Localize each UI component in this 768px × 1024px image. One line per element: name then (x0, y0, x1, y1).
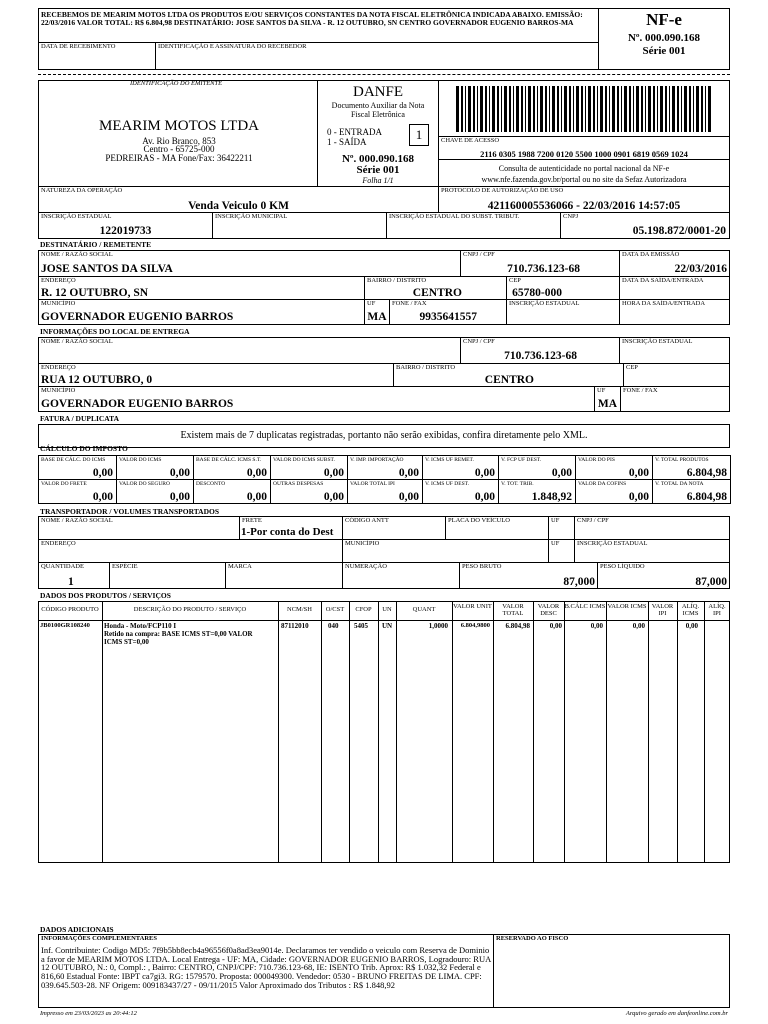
barcode-bar (545, 86, 547, 132)
barcode-bar (557, 86, 559, 132)
barcode-bar (689, 86, 691, 132)
barcode-bar (456, 86, 459, 132)
danfe-number: Nº. 000.090.168 (341, 153, 415, 165)
barcode-bar (672, 86, 675, 132)
tax-value: 0,00 (169, 491, 190, 503)
transport-brand-box: MARCA (225, 562, 343, 589)
im-box: INSCRIÇÃO MUNICIPAL (212, 212, 387, 239)
products-col-divider (396, 601, 397, 863)
emitter-name: MEARIM MOTOS LTDA (98, 118, 260, 134)
products-col-divider (278, 601, 279, 863)
barcode (456, 86, 712, 132)
transport-doc-box: CNPJ / CPF (574, 516, 730, 540)
dest-district: CENTRO (412, 287, 462, 299)
delivery-district-box: BAIRRO / DISTRITO (393, 363, 624, 387)
product-icms: 0,00 (632, 622, 645, 630)
barcode-bar (633, 86, 634, 132)
tax-section: CÁLCULO DO IMPOSTO (40, 444, 128, 453)
products-col-header: DESCRIÇÃO DO PRODUTO / SERVIÇO (133, 606, 247, 613)
tax-row2-cell (498, 479, 576, 504)
tax-row1-cell (422, 455, 499, 480)
dest-emission-box: DATA DA EMISSÃO (619, 250, 730, 277)
transport-freight: 1-Por conta do Dest (241, 526, 334, 538)
products-col-header: CFOP (355, 606, 372, 613)
barcode-bar (593, 86, 595, 132)
barcode-bar (665, 86, 667, 132)
barcode-bar (497, 86, 499, 132)
invoice-section: FATURA / DUPLICATA (40, 414, 120, 423)
barcode-bar (696, 86, 699, 132)
product-desc-1: Honda - Moto/FCP110 I (104, 622, 177, 630)
cnpj-value: 05.198.872/0001-20 (632, 225, 726, 237)
dest-city: GOVERNADOR EUGENIO BARROS (41, 311, 234, 323)
receipt-text: RECEBEMOS DE MEARIM MOTOS LTDA OS PRODUTOS E/OU SERVIÇOS CONSTANTES DA NOTA FISCAL ELETRÔNICA INDICADA ABAIXO. EMISSÃO: 22/03/2016 VALOR TOTAL: R$ 6.804,98 DESTINATÁRIO: JOSE SANTOS DA SILVA - R. 12 OUTUBRO, SN CENTRO GOVERNADOR EUGENIO BARROS-MA (41, 10, 583, 27)
barcode-bar (581, 86, 583, 132)
emitter-label: IDENTIFICAÇÃO DO EMITENTE (130, 80, 223, 87)
tax-label: OUTRAS DESPESAS (273, 481, 324, 487)
tax-row1-cell (652, 455, 731, 480)
receipt-number: Nº. 000.090.168 (627, 32, 701, 44)
products-col-header: VALOR ICMS (607, 603, 647, 610)
barcode-bar (660, 86, 663, 132)
product-bc: 0,00 (590, 622, 603, 630)
barcode-bar (516, 86, 519, 132)
tax-value: 1.848,92 (531, 491, 572, 503)
barcode-bar (573, 86, 574, 132)
emitter-addr2: Centro - 65725-000 (143, 144, 215, 154)
danfe-sub1: Documento Auxiliar da Nota (331, 101, 425, 110)
additional-info-box: INFORMAÇÕES COMPLEMENTARES (38, 934, 494, 1008)
barcode-bar (701, 86, 703, 132)
ie-box: INSCRIÇÃO ESTADUAL (38, 212, 213, 239)
receipt-nfe: NF-e (646, 10, 682, 29)
tax-row2-cell (193, 479, 271, 504)
delivery-addr-box: ENDEREÇO (38, 363, 394, 387)
tax-value: 0,00 (474, 491, 495, 503)
transport-net: 87,000 (695, 576, 727, 588)
consult-text-1: Consulta de autenticidade no portal nacional da NF-e (498, 164, 670, 173)
delivery-doc-box: CNPJ / CPF (460, 337, 620, 364)
tax-value: 0,00 (398, 467, 419, 479)
barcode-bar (525, 86, 526, 132)
transport-name-box: NOME / RAZÃO SOCIAL (38, 516, 240, 540)
dest-addr-box: ENDEREÇO (38, 276, 365, 300)
dest-district-box: BAIRRO / DISTRITO (364, 276, 507, 300)
products-col-divider (533, 601, 534, 863)
products-col-header: VALOR TOTAL (502, 603, 524, 617)
products-col-header: B.CÁLC ICMS (564, 603, 606, 610)
dest-exit-box: DATA DA SAÍDA/ENTRADA (619, 276, 730, 300)
consult-text-2: www.nfe.fazenda.gov.br/portal ou no site da Sefaz Autorizadora (481, 175, 687, 184)
tax-label: VALOR DA COFINS (578, 481, 627, 487)
tax-row2-cell (38, 479, 117, 504)
access-key-box: CHAVE DE ACESSO (438, 136, 730, 160)
products-col-header: VALOR IPI (651, 603, 674, 617)
tax-row1-cell (575, 455, 653, 480)
transport-uf-box: UF (548, 516, 575, 540)
barcode-bar (597, 86, 598, 132)
transport-section: TRANSPORTADOR / VOLUMES TRANSPORTADOS (40, 507, 220, 516)
barcode-bar (461, 86, 463, 132)
barcode-bar (473, 86, 475, 132)
tax-label: VALOR DO PIS (578, 457, 615, 463)
products-col-divider (349, 601, 350, 863)
delivery-district: CENTRO (484, 374, 534, 386)
delivery-name-box: NOME / RAZÃO SOCIAL (38, 337, 461, 364)
tax-label: VALOR TOTAL IPI (350, 481, 395, 487)
nature-box: NATUREZA DA OPERAÇÃO (38, 186, 439, 213)
product-cfop: 5405 (354, 622, 368, 630)
barcode-bar (612, 86, 615, 132)
barcode-bar (621, 86, 622, 132)
tax-label: V. ICMS UF REMET. (425, 457, 474, 463)
products-col-header: O/CST (325, 606, 345, 613)
tax-value: 0,00 (169, 467, 190, 479)
barcode-bar (636, 86, 639, 132)
dest-addr: R. 12 OUTUBRO, SN (41, 287, 149, 299)
protocol-value: 421160005536066 - 22/03/2016 14:57:05 (487, 200, 681, 212)
transport-num-box: NUMERAÇÃO (342, 562, 460, 589)
delivery-phone-box: FONE / FAX (620, 386, 730, 412)
barcode-bar (477, 86, 478, 132)
barcode-bar (588, 86, 591, 132)
barcode-bar (552, 86, 555, 132)
invoice-text: Existem mais de 7 duplicatas registradas, portanto não serão exibidas, confira diretamente pelo XML. (180, 430, 588, 441)
products-col-header: CÓDIGO PRODUTO (41, 606, 99, 613)
products-col-divider (704, 601, 705, 863)
transport-gross: 87,000 (563, 576, 595, 588)
transport-uf2-box: UF (548, 539, 575, 563)
delivery-addr: RUA 12 OUTUBRO, 0 (41, 374, 153, 386)
barcode-bar (521, 86, 523, 132)
product-cst: 040 (328, 622, 339, 630)
dest-city-box: MUNICÍPIO (38, 299, 365, 325)
barcode-bar (605, 86, 607, 132)
dest-uf: MA (367, 311, 387, 323)
barcode-bar (533, 86, 535, 132)
tax-value: 0,00 (628, 467, 649, 479)
products-col-divider (677, 601, 678, 863)
product-desc-2: Retido na compra: BASE ICMS ST=0,00 VALOR (104, 630, 253, 638)
danfe-serie: Série 001 (356, 164, 400, 176)
delivery-doc: 710.736.123-68 (504, 350, 577, 362)
tax-row1-cell (270, 455, 348, 480)
dest-phone-box: FONE / FAX (389, 299, 507, 325)
dest-name-box: NOME / RAZÃO SOCIAL (38, 250, 461, 277)
barcode-bar (576, 86, 579, 132)
transport-antt-box: CÓDIGO ANTT (342, 516, 446, 540)
barcode-bar (629, 86, 631, 132)
tax-row2-cell (652, 479, 731, 504)
delivery-city-box: MUNICÍPIO (38, 386, 595, 412)
transport-gross-box: PESO BRUTO (459, 562, 598, 589)
barcode-bar (513, 86, 514, 132)
dest-phone: 9935641557 (419, 311, 477, 323)
delivery-city: GOVERNADOR EUGENIO BARROS (41, 398, 234, 410)
tax-label: BASE DE CÁLC. ICMS S.T. (196, 457, 262, 463)
tax-row2-cell (347, 479, 423, 504)
barcode-bar (540, 86, 543, 132)
products-col-header: VALOR DESC (537, 603, 560, 617)
transport-freight-box: FRETE (239, 516, 343, 540)
tax-label: V. TOTAL DA NOTA (655, 481, 704, 487)
cnpj-box: CNPJ (560, 212, 730, 239)
products-section: DADOS DOS PRODUTOS / SERVIÇOS (40, 591, 171, 600)
dest-name: JOSE SANTOS DA SILVA (41, 263, 173, 275)
product-unit: 6.804,9800 (460, 622, 490, 629)
dest-doc: 710.736.123-68 (507, 263, 580, 275)
tax-row2-cell (575, 479, 653, 504)
dest-doc-box: CNPJ / CPF (460, 250, 620, 277)
products-col-divider (493, 601, 494, 863)
tax-label: DESCONTO (196, 481, 226, 487)
barcode-bar (489, 86, 490, 132)
barcode-bar (501, 86, 502, 132)
barcode-bar (465, 86, 466, 132)
ie-value: 122019733 (99, 225, 152, 237)
reserved-box: RESERVADO AO FISCO (493, 934, 730, 1008)
iest-box: INSCRIÇÃO ESTADUAL DO SUBST. TRIBUT. (386, 212, 561, 239)
barcode-bar (569, 86, 571, 132)
products-col-divider (606, 601, 607, 863)
tax-value: 0,00 (628, 491, 649, 503)
tax-value: 0,00 (323, 491, 344, 503)
receipt-date-box: DATA DE RECEBIMENTO (38, 42, 156, 70)
delivery-ie-box: INSCRIÇÃO ESTADUAL (619, 337, 730, 364)
product-code: JB0100GR108240 (40, 622, 90, 629)
barcode-bar (504, 86, 507, 132)
dest-emission: 22/03/2016 (674, 263, 727, 275)
barcode-bar (657, 86, 658, 132)
additional-info-text: Inf. Contribuinte: Codigo MD5: 7f9b5bb8ecb4a96556f0a8ad3ea9014e. Declaramos ter vendido o veiculo com Reserva de Dominio a favor de MEARIM MOTOS LTDA. Local Entrega - UF: MA, Cidade: GOVERNADOR EUGENIO BARROS, Logradouro: RUA 12 OUTUBRO, N.: 0, Compl.: , Bairro: CENTRO, CNPJ/CPF: 710.736.123-68, IE: ISENTO Trib. Aprox: R$ 1.032,32 Federal e 816,60 Estadual Fonte: IBPT ca7gi3. RG: 1579570. Proposta: 000049300. Vendedor: 0530 - BRUNO FREITAS DE LIMA. CPF: 039.645.503-28. NF Origem: 009183437/27 - 09/11/2015 Valor Aproximado dos Tributos : R$ 1.848,92 (41, 945, 491, 990)
barcode-bar (708, 86, 711, 132)
delivery-section: INFORMAÇÕES DO LOCAL DE ENTREGA (40, 327, 190, 336)
delivery-cep-box: CEP (623, 363, 730, 387)
barcode-bar (468, 86, 471, 132)
tax-label: V. ICMS UF DEST. (425, 481, 469, 487)
barcode-bar (624, 86, 627, 132)
barcode-bar (669, 86, 670, 132)
tax-value: 0,00 (92, 491, 113, 503)
transport-addr-box: ENDEREÇO (38, 539, 343, 563)
danfe-title: DANFE (352, 84, 403, 100)
transport-plate-box: PLACA DO VEÍCULO (445, 516, 549, 540)
emitter-addr1: Av. Rio Branco, 853 (142, 136, 216, 146)
tax-value: 6.804,98 (686, 491, 727, 503)
barcode-bar (485, 86, 487, 132)
barcode-bar (684, 86, 687, 132)
products-col-divider (648, 601, 649, 863)
footer-generated: Arquivo gerado em danfeonline.com.br (625, 1010, 728, 1017)
transport-qty: 1 (68, 576, 74, 588)
products-col-divider (564, 601, 565, 863)
barcode-bar (492, 86, 495, 132)
barcode-bar (693, 86, 694, 132)
products-col-divider (378, 601, 379, 863)
dest-time-box: HORA DA SAÍDA/ENTRADA (619, 299, 730, 325)
barcode-bar (645, 86, 646, 132)
danfe-sub2: Fiscal Eletrônica (351, 110, 405, 119)
products-header-line (38, 620, 730, 621)
danfe-exit: 1 - SAÍDA (327, 137, 367, 147)
tax-row2-cell (422, 479, 499, 504)
product-disc: 0,00 (549, 622, 562, 630)
dest-ie-box: INSCRIÇÃO ESTADUAL (506, 299, 620, 325)
tax-value: 0,00 (246, 491, 267, 503)
barcode-bar (653, 86, 655, 132)
products-col-header: UN (382, 606, 392, 613)
dest-cep-box: CEP (506, 276, 620, 300)
dest-cep: 65780-000 (512, 287, 562, 299)
barcode-bar (549, 86, 550, 132)
transport-species-box: ESPÉCIE (109, 562, 226, 589)
delivery-uf: MA (597, 398, 618, 410)
nature-value: Venda Veiculo 0 KM (188, 200, 289, 212)
barcode-bar (648, 86, 651, 132)
barcode-bar (564, 86, 567, 132)
tax-label: VALOR DO ICMS SUBST. (273, 457, 335, 463)
barcode-bar (681, 86, 682, 132)
danfe-page: Folha 1/1 (362, 176, 394, 185)
danfe-entry: 0 - ENTRADA (327, 127, 382, 137)
protocol-box: PROTOCOLO DE AUTORIZAÇÃO DE USO (438, 186, 730, 213)
products-col-header: ALÍQ. ICMS (681, 603, 700, 617)
dest-uf-box: UF (364, 299, 390, 325)
product-ncm: 87112010 (281, 622, 309, 630)
tax-value: 0,00 (474, 467, 495, 479)
tax-value: 0,00 (398, 491, 419, 503)
products-col-header: ALÍQ. IPI (708, 603, 726, 617)
barcode-bar (480, 86, 483, 132)
tax-row1-cell (116, 455, 194, 480)
barcode-bar (609, 86, 610, 132)
tax-row2-cell (270, 479, 348, 504)
product-total: 6.804,98 (505, 622, 530, 630)
tax-label: V. FCP UF DEST. (501, 457, 542, 463)
tax-label: V. TOTAL PRODUTOS (655, 457, 709, 463)
footer-printed: Impresso em 23/03/2023 as 20:44:12 (40, 1010, 137, 1017)
products-col-header: NCM/SH (287, 606, 312, 613)
danfe-type: 1 (415, 127, 423, 142)
products-col-header: VALOR UNIT (453, 603, 492, 610)
product-desc-3: ICMS ST=0,00 (104, 638, 149, 646)
barcode-bar (528, 86, 531, 132)
barcode-bar (705, 86, 706, 132)
barcode-bar (537, 86, 538, 132)
tax-label: VALOR DO ICMS (119, 457, 162, 463)
barcode-bar (600, 86, 603, 132)
additional-section: DADOS ADICIONAIS (40, 925, 114, 934)
products-col-divider (452, 601, 453, 863)
cut-line (38, 74, 730, 75)
tax-value: 0,00 (246, 467, 267, 479)
product-aicms: 0,00 (685, 622, 698, 630)
delivery-uf-box: UF (594, 386, 621, 412)
tax-row1-cell (38, 455, 117, 480)
tax-label: VALOR DO FRETE (41, 481, 87, 487)
barcode-bar (585, 86, 586, 132)
tax-label: VALOR DO SEGURO (119, 481, 170, 487)
tax-row1-cell (347, 455, 423, 480)
dest-section: DESTINATÁRIO / REMETENTE (40, 240, 152, 249)
tax-label: BASE DE CÁLC. DO ICMS (41, 457, 106, 463)
transport-city-box: MUNICÍPIO (342, 539, 549, 563)
tax-value: 0,00 (551, 467, 572, 479)
product-un: UN (382, 622, 393, 630)
access-key: 2116 0305 1988 7200 0120 5500 1000 0901 6819 0569 1024 (480, 149, 688, 159)
barcode-bar (561, 86, 562, 132)
tax-label: V. TOT. TRIB. (501, 481, 534, 487)
receipt-sign-box: IDENTIFICAÇÃO E ASSINATURA DO RECEBEDOR (155, 42, 599, 70)
tax-row2-cell (116, 479, 194, 504)
transport-net-box: PESO LÍQUIDO (597, 562, 730, 589)
tax-value: 6.804,98 (686, 467, 727, 479)
product-qty: 1,0000 (428, 622, 448, 630)
emitter-addr3: PEDREIRAS - MA Fone/Fax: 36422211 (105, 153, 253, 163)
transport-ie-box: INSCRIÇÃO ESTADUAL (574, 539, 730, 563)
tax-label: V. IMP. IMPORTAÇÃO (350, 457, 404, 463)
tax-value: 0,00 (323, 467, 344, 479)
transport-qty-box: QUANTIDADE (38, 562, 110, 589)
receipt-serie: Série 001 (642, 45, 686, 57)
barcode-bar (677, 86, 679, 132)
tax-row1-cell (193, 455, 271, 480)
barcode-bar (641, 86, 643, 132)
products-col-header: QUANT (412, 606, 436, 613)
tax-value: 0,00 (92, 467, 113, 479)
products-col-divider (321, 601, 322, 863)
products-col-divider (102, 601, 103, 863)
barcode-bar (509, 86, 511, 132)
tax-row1-cell (498, 455, 576, 480)
barcode-bar (617, 86, 619, 132)
